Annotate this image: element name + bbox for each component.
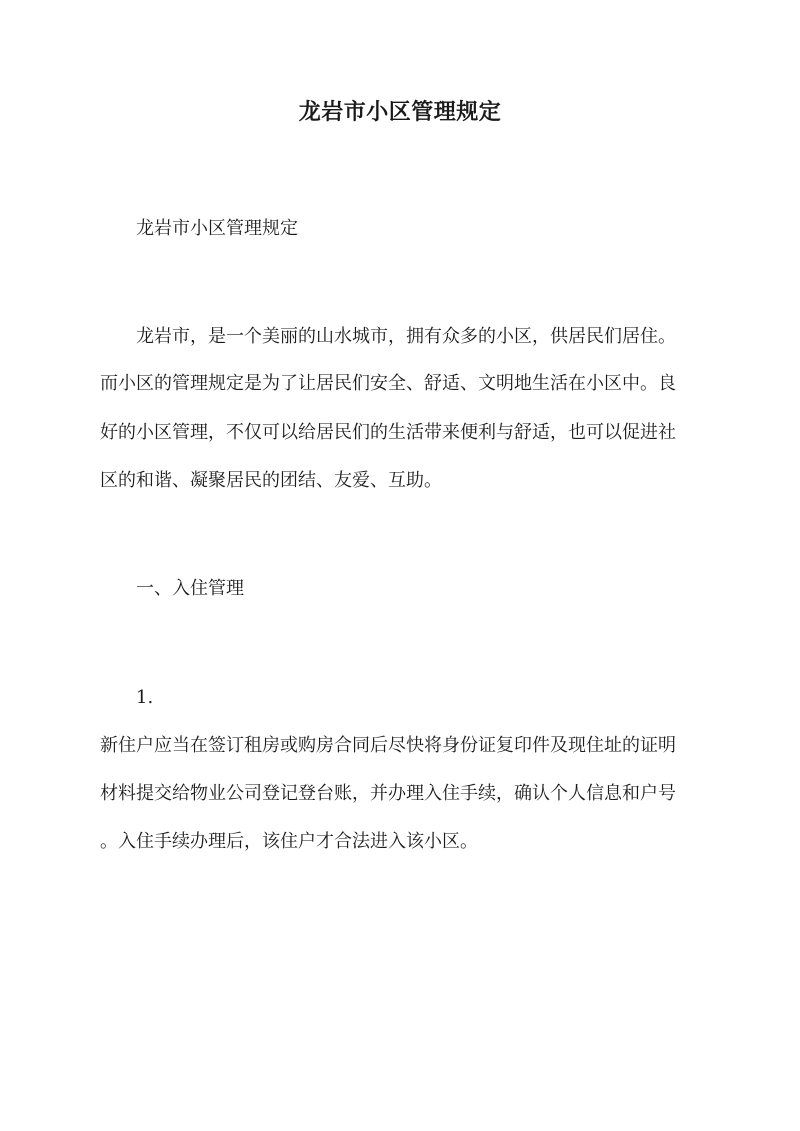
- intro-line: 区的和谐、凝聚居民的团结、友爱、互助。: [100, 470, 442, 491]
- intro-line: 好的小区管理，不仅可以给居民们的生活带来便利与舒适，也可以促进社: [100, 422, 676, 443]
- item-line: 材料提交给物业公司登记登台账，并办理入住手续，确认个人信息和户号: [100, 783, 676, 804]
- item-line: 新住户应当在签订租房或购房合同后尽快将身份证复印件及现住址的证明: [100, 735, 676, 756]
- document-title: 龙岩市小区管理规定: [298, 99, 502, 125]
- item-number: 1.: [136, 687, 154, 708]
- item-line: 。入住手续办理后，该住户才合法进入该小区。: [100, 831, 478, 852]
- intro-line: 而小区的管理规定是为了让居民们安全、舒适、文明地生活在小区中。良: [100, 373, 676, 394]
- section-heading: 一、入住管理: [136, 578, 244, 599]
- document-subtitle: 龙岩市小区管理规定: [136, 218, 298, 239]
- intro-line: 龙岩市，是一个美丽的山水城市，拥有众多的小区，供居民们居住。: [136, 326, 676, 347]
